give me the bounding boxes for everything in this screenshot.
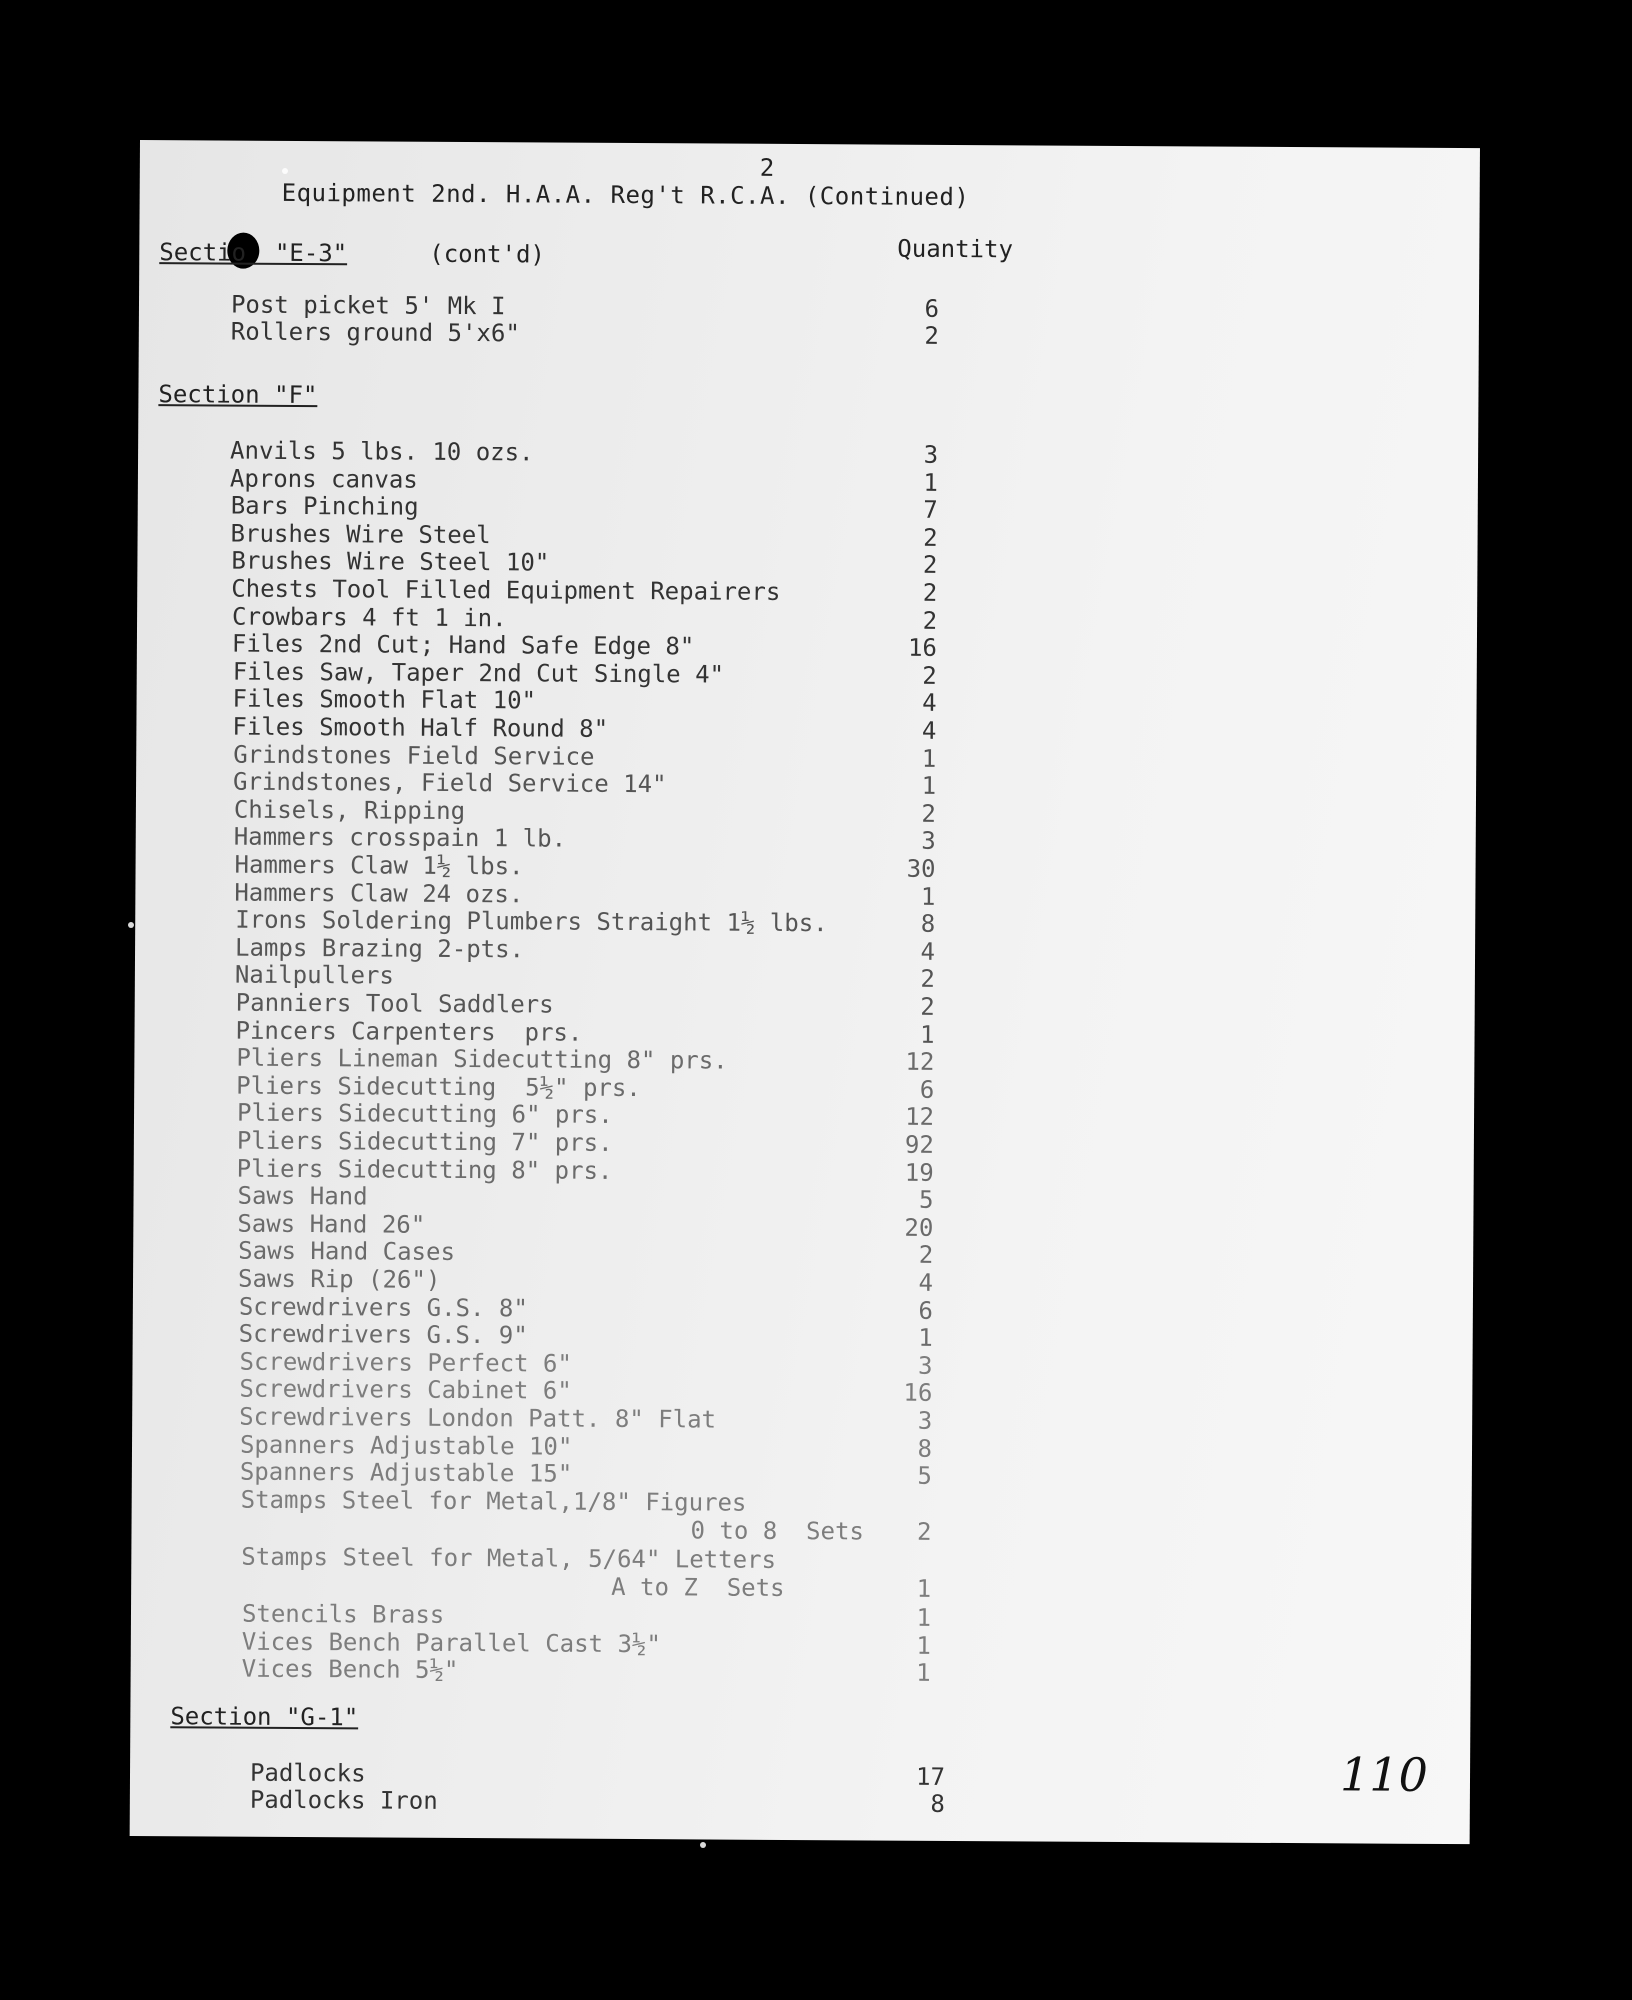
item-quantity: 16 xyxy=(903,1379,933,1408)
item-quantity: 2 xyxy=(922,606,938,635)
item-name: Stencils Brass xyxy=(241,1599,445,1630)
item-quantity: 20 xyxy=(904,1213,934,1242)
item-sub-line: A to Z Sets xyxy=(611,1572,785,1602)
document-page xyxy=(130,140,1480,1844)
item-name: Pliers Sidecutting 8" prs. xyxy=(236,1154,613,1185)
list-item xyxy=(231,318,1131,351)
section-heading-g1: Section "G-1" xyxy=(170,1702,359,1732)
item-name: Saws Hand xyxy=(237,1181,368,1211)
item-quantity: 2 xyxy=(923,523,938,552)
document-title: Equipment 2nd. H.A.A. Reg't R.C.A. (Continued) xyxy=(281,178,970,212)
item-quantity: 1 xyxy=(920,882,936,911)
item-name: Chests Tool Filled Equipment Repairers xyxy=(231,574,781,606)
item-name: Vices Bench 5½" xyxy=(241,1655,459,1685)
section-heading-e3: Sectio "E-3" xyxy=(159,238,348,268)
item-quantity: 8 xyxy=(920,909,936,939)
list-item xyxy=(241,1542,1141,1603)
item-quantity: 8 xyxy=(917,1434,933,1463)
item-name: Screwdrivers London Patt. 8" Flat xyxy=(239,1402,717,1434)
item-name: Rollers ground 5'x6" xyxy=(230,317,520,348)
item-name: Vices Bench Parallel Cast 3½" xyxy=(241,1627,661,1659)
item-quantity: 30 xyxy=(906,854,936,883)
item-quantity: 2 xyxy=(922,661,937,690)
item-name: Pliers Sidecutting 5½" prs. xyxy=(236,1071,641,1102)
item-name: Pliers Sidecutting 7" prs. xyxy=(236,1126,613,1157)
item-name: Panniers Tool Saddlers xyxy=(235,988,554,1019)
item-sub-line: 0 to 8 Sets xyxy=(690,1516,864,1546)
item-quantity: 12 xyxy=(905,1047,935,1077)
item-name: Bars Pinching xyxy=(230,491,419,521)
item-quantity: 3 xyxy=(917,1406,933,1435)
item-name: Files Smooth Half Round 8" xyxy=(232,712,609,743)
item-quantity: 2 xyxy=(918,1241,934,1270)
item-quantity: 2 xyxy=(922,578,938,607)
item-quantity: 1 xyxy=(916,1659,931,1688)
handwritten-page-number: 110 xyxy=(1339,1747,1429,1802)
item-quantity: 7 xyxy=(923,495,938,525)
item-name: Saws Rip (26") xyxy=(237,1264,441,1294)
item-quantity: 3 xyxy=(917,1351,933,1380)
item-quantity: 2 xyxy=(916,1517,932,1546)
item-quantity: 2 xyxy=(924,321,939,350)
item-name: Screwdrivers Perfect 6" xyxy=(239,1347,572,1378)
item-quantity: 6 xyxy=(918,1296,933,1325)
item-name: Aprons canvas xyxy=(229,464,418,494)
item-quantity: 4 xyxy=(922,689,937,718)
item-quantity: 4 xyxy=(920,937,936,966)
item-name: Pliers Lineman Sidecutting 8" prs. xyxy=(236,1043,728,1075)
item-name: Saws Hand 26" xyxy=(237,1209,426,1239)
list-item xyxy=(240,1485,1141,1546)
item-name: Brushes Wire Steel xyxy=(230,519,491,549)
quantity-column-header: Quantity xyxy=(897,234,1014,264)
item-quantity: 12 xyxy=(905,1103,935,1132)
item-quantity: 6 xyxy=(919,1075,935,1104)
item-quantity: 1 xyxy=(918,1323,933,1353)
item-name: Screwdrivers G.S. 9" xyxy=(238,1319,528,1350)
item-name: Stamps Steel for Metal, 5/64" Letters xyxy=(241,1542,777,1574)
item-quantity: 1 xyxy=(921,744,937,773)
item-quantity: 2 xyxy=(920,965,935,994)
item-quantity: 1 xyxy=(920,1020,935,1049)
item-name: Hammers Claw 1½ lbs. xyxy=(234,850,524,881)
scan-dust xyxy=(128,922,134,928)
item-name: Hammers Claw 24 ozs. xyxy=(234,878,524,908)
item-name: Pliers Sidecutting 6" prs. xyxy=(236,1099,613,1130)
item-name: Screwdrivers G.S. 8" xyxy=(238,1292,528,1322)
item-quantity: 4 xyxy=(921,716,937,745)
item-quantity: 2 xyxy=(920,992,935,1021)
list-item xyxy=(242,1655,1142,1688)
item-quantity: 19 xyxy=(904,1158,934,1187)
item-name: Saws Hand Cases xyxy=(238,1237,456,1267)
item-name: Post picket 5' Mk I xyxy=(230,290,506,321)
item-name: Padlocks xyxy=(249,1758,366,1788)
list-item xyxy=(250,1786,1150,1819)
item-name: Files 2nd Cut; Hand Safe Edge 8" xyxy=(231,629,695,661)
item-name: Chisels, Ripping xyxy=(233,795,466,825)
section-heading-f: Section "F" xyxy=(158,380,318,410)
item-quantity: 5 xyxy=(919,1185,934,1215)
scan-dust xyxy=(700,1842,706,1848)
item-quantity: 2 xyxy=(922,551,938,580)
section-note-e3: (cont'd) xyxy=(429,239,545,269)
item-name: Brushes Wire Steel 10" xyxy=(231,546,550,577)
item-quantity: 1 xyxy=(921,771,937,801)
item-quantity: 6 xyxy=(924,294,940,323)
item-name: Nailpullers xyxy=(234,960,394,990)
item-quantity: 1 xyxy=(916,1631,931,1660)
page-number: 2 xyxy=(759,153,775,182)
item-name: Files Saw, Taper 2nd Cut Single 4" xyxy=(232,657,725,689)
item-name: Padlocks Iron xyxy=(249,1785,438,1815)
item-quantity: 92 xyxy=(904,1130,934,1159)
item-name: Grindstones Field Service xyxy=(233,740,595,771)
item-name: Stamps Steel for Metal,1/8" Figures xyxy=(240,1485,747,1517)
item-name: Anvils 5 lbs. 10 ozs. xyxy=(230,436,534,467)
item-name: Screwdrivers Cabinet 6" xyxy=(239,1375,572,1406)
item-quantity: 2 xyxy=(921,799,936,828)
item-name: Lamps Brazing 2-pts. xyxy=(234,933,525,964)
item-name: Grindstones, Field Service 14" xyxy=(232,767,667,799)
item-quantity: 3 xyxy=(921,827,936,856)
item-quantity: 1 xyxy=(923,468,939,497)
item-quantity: 8 xyxy=(930,1789,945,1818)
item-quantity: 1 xyxy=(916,1603,932,1633)
item-name: Irons Soldering Plumbers Straight 1½ lbs. xyxy=(235,905,828,938)
item-quantity: 16 xyxy=(907,633,937,663)
item-name: Pincers Carpenters prs. xyxy=(235,1016,583,1047)
item-name: Crowbars 4 ft 1 in. xyxy=(232,602,507,632)
item-name: Hammers crosspain 1 lb. xyxy=(233,822,567,854)
item-quantity: 5 xyxy=(917,1461,932,1491)
item-quantity: 17 xyxy=(916,1762,946,1791)
scan-dust xyxy=(282,168,288,174)
item-quantity: 3 xyxy=(923,440,939,469)
item-quantity: 1 xyxy=(916,1574,932,1603)
item-name: Spanners Adjustable 10" xyxy=(239,1430,573,1461)
item-quantity: 4 xyxy=(918,1268,934,1297)
item-name: Files Smooth Flat 10" xyxy=(232,684,537,715)
item-name: Spanners Adjustable 15" xyxy=(239,1457,573,1488)
